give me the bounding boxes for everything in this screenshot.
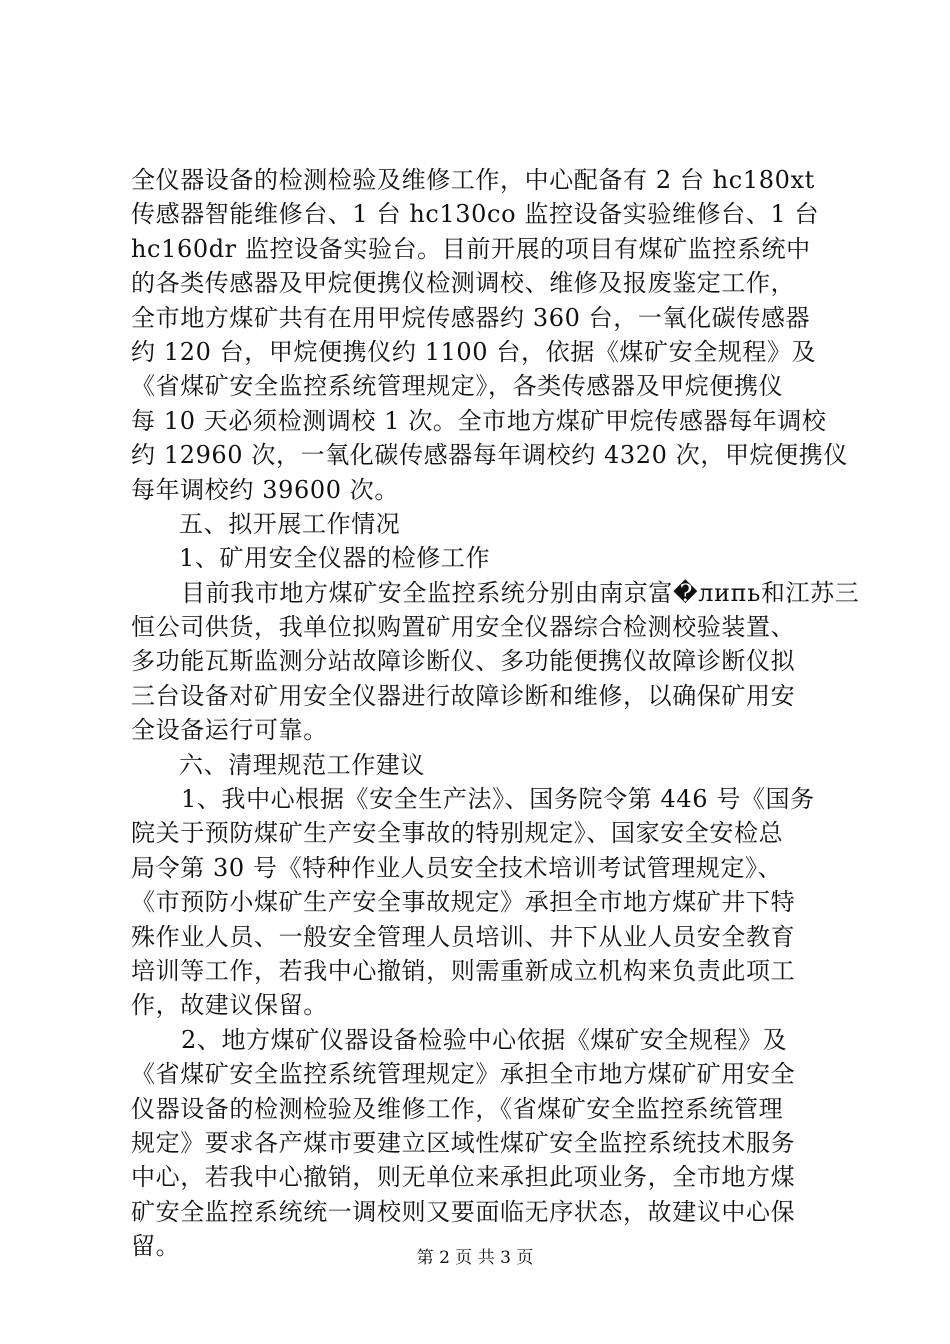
body-line: 殊作业人员、一般安全管理人员培训、井下从业人员安全教育 [131,922,796,951]
paragraph-first-line: 1、我中心根据《安全生产法》、国务院令第 446 号《国务 [181,785,815,814]
body-line: 每年调校约 39600 次。 [131,475,400,504]
document-body [131,163,860,1264]
body-line: 约 12960 次，一氧化碳传感器每年调校约 4320 次，甲烷便携仪 [131,441,848,470]
body-line: 局令第 30 号《特种作业人员安全技术培训考试管理规定》、 [131,853,783,882]
body-line: 全市地方煤矿共有在用甲烷传感器约 360 台，一氧化碳传感器 [131,303,811,332]
body-line: 《省煤矿安全监控系统管理规定》，各类传感器及甲烷便携仪 [131,372,784,401]
body-line: 留。 [131,1232,181,1261]
body-line: 约 120 台，甲烷便携仪约 1100 台，依据《煤矿安全规程》及 [131,337,817,366]
subsection-heading: 1、矿用安全仪器的检修工作 [179,544,491,573]
body-line: 传感器智能维修台、1 台 hc130co 监控设备实验维修台、1 台 [131,200,820,229]
body-line: 三台设备对矿用安全仪器进行故障诊断和维修，以确保矿用安 [131,681,796,710]
body-line: 的各类传感器及甲烷便携仪检测调校、维修及报废鉴定工作， [131,269,796,298]
body-line: hc160dr 监控设备实验台。目前开展的项目有煤矿监控系统中 [131,234,811,263]
body-line: 《省煤矿安全监控系统管理规定》承担全市地方煤矿矿用安全 [131,1060,796,1089]
body-line: 多功能瓦斯监测分站故障诊断仪、多功能便携仪故障诊断仪拟 [131,647,796,676]
body-line: 仪器设备的检测检验及维修工作，《省煤矿安全监控系统管理 [131,1094,784,1123]
page-number-footer: 第 2 页 共 3 页 [416,1248,534,1268]
body-line: 作，故建议保留。 [131,991,328,1020]
body-line: 恒公司供货，我单位拟购置矿用安全仪器综合检测校验装置、 [131,613,796,642]
body-line: 培训等工作，若我中心撤销，则需重新成立机构来负责此项工 [131,956,796,985]
section-heading: 五、拟开展工作情况 [179,509,401,538]
body-line: 矿安全监控系统统一调校则又要面临无序状态，故建议中心保 [131,1197,796,1226]
body-line: 院关于预防煤矿生产安全事故的特别规定》、国家安全安检总 [131,819,784,848]
paragraph-first-line: 2、地方煤矿仪器设备检验中心依据《煤矿安全规程》及 [181,1025,788,1054]
paragraph-first-line: 目前我市地方煤矿安全监控系统分别由南京富�липь和江苏三 [181,578,860,607]
body-line: 全仪器设备的检测检验及维修工作，中心配备有 2 台 hc180xt [131,166,815,194]
body-line: 《市预防小煤矿生产安全事故规定》承担全市地方煤矿井下特 [131,888,796,917]
body-line: 规定》要求各产煤市要建立区域性煤矿安全监控系统技术服务 [131,1128,796,1157]
body-line: 每 10 天必须检测调校 1 次。全市地方煤矿甲烷传感器每年调校 [131,406,827,435]
section-heading: 六、清理规范工作建议 [179,750,425,779]
body-line: 中心，若我中心撤销，则无单位来承担此项业务，全市地方煤 [131,1163,796,1192]
body-line: 全设备运行可靠。 [131,716,328,745]
